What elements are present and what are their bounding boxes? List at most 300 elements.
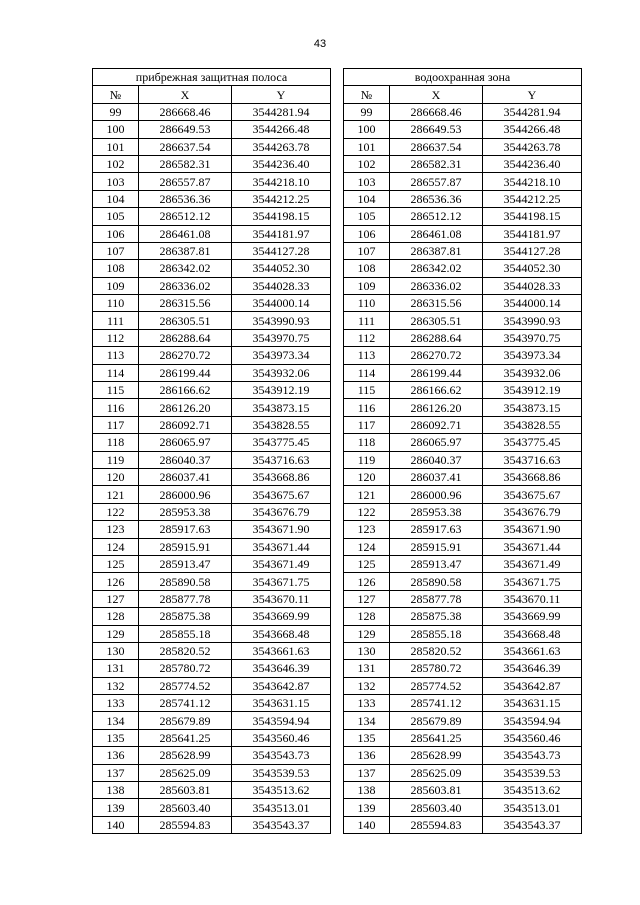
y-coordinate-cell: 3543642.87 (483, 677, 582, 694)
x-coordinate-cell: 286536.36 (139, 190, 232, 207)
x-coordinate-cell: 286040.37 (390, 451, 483, 468)
y-coordinate-cell: 3544181.97 (483, 225, 582, 242)
x-coordinate-cell: 286315.56 (390, 295, 483, 312)
y-coordinate-cell: 3543631.15 (232, 695, 331, 712)
x-coordinate-cell: 286536.36 (390, 190, 483, 207)
table-row (93, 782, 331, 799)
point-number-cell: 120 (344, 468, 390, 485)
y-coordinate-cell: 3543912.19 (232, 382, 331, 399)
column-header-number: № (344, 86, 390, 103)
x-coordinate-cell: 285875.38 (139, 608, 232, 625)
y-coordinate-cell: 3544000.14 (232, 295, 331, 312)
table-row (93, 434, 331, 451)
point-number-cell: 129 (93, 625, 139, 642)
x-coordinate-cell: 286387.81 (139, 242, 232, 259)
point-number-cell: 135 (93, 729, 139, 746)
point-number-cell: 105 (93, 208, 139, 225)
x-coordinate-cell: 286649.53 (139, 121, 232, 138)
point-number-cell: 132 (93, 677, 139, 694)
x-coordinate-cell: 286270.72 (139, 347, 232, 364)
table-row (93, 521, 331, 538)
table-row (93, 138, 331, 155)
y-coordinate-cell: 3543668.48 (232, 625, 331, 642)
x-coordinate-cell: 286040.37 (139, 451, 232, 468)
y-coordinate-cell: 3543513.62 (483, 782, 582, 799)
table-row (344, 468, 582, 485)
y-coordinate-cell: 3544028.33 (232, 277, 331, 294)
x-coordinate-cell: 285603.81 (139, 782, 232, 799)
point-number-cell: 119 (93, 451, 139, 468)
x-coordinate-cell: 286668.46 (139, 103, 232, 120)
x-coordinate-cell: 286092.71 (139, 416, 232, 433)
table-row (344, 225, 582, 242)
table-row (344, 121, 582, 138)
table-body (93, 103, 331, 833)
y-coordinate-cell: 3544127.28 (483, 242, 582, 259)
table-row (344, 329, 582, 346)
x-coordinate-cell: 286037.41 (139, 468, 232, 485)
point-number-cell: 128 (93, 608, 139, 625)
y-coordinate-cell: 3544218.10 (483, 173, 582, 190)
y-coordinate-cell: 3544212.25 (483, 190, 582, 207)
point-number-cell: 121 (93, 486, 139, 503)
point-number-cell: 109 (93, 277, 139, 294)
y-coordinate-cell: 3543513.01 (232, 799, 331, 816)
table-row (93, 625, 331, 642)
table-row (93, 155, 331, 172)
point-number-cell: 114 (344, 364, 390, 381)
point-number-cell: 113 (93, 347, 139, 364)
table-row (93, 190, 331, 207)
x-coordinate-cell: 286342.02 (139, 260, 232, 277)
y-coordinate-cell: 3543671.90 (483, 521, 582, 538)
x-coordinate-cell: 285855.18 (139, 625, 232, 642)
x-coordinate-cell: 285641.25 (390, 729, 483, 746)
y-coordinate-cell: 3543912.19 (483, 382, 582, 399)
table-row (344, 486, 582, 503)
x-coordinate-cell: 286342.02 (390, 260, 483, 277)
y-coordinate-cell: 3544028.33 (483, 277, 582, 294)
table-row (93, 260, 331, 277)
x-coordinate-cell: 286336.02 (390, 277, 483, 294)
x-coordinate-cell: 286166.62 (390, 382, 483, 399)
point-number-cell: 122 (344, 503, 390, 520)
y-coordinate-cell: 3544212.25 (232, 190, 331, 207)
point-number-cell: 124 (93, 538, 139, 555)
table-row (93, 747, 331, 764)
x-coordinate-cell: 285628.99 (139, 747, 232, 764)
y-coordinate-cell: 3544127.28 (232, 242, 331, 259)
point-number-cell: 117 (93, 416, 139, 433)
y-coordinate-cell: 3543646.39 (483, 660, 582, 677)
x-coordinate-cell: 286649.53 (390, 121, 483, 138)
y-coordinate-cell: 3543543.73 (483, 747, 582, 764)
y-coordinate-cell: 3543594.94 (483, 712, 582, 729)
point-number-cell: 108 (344, 260, 390, 277)
point-number-cell: 112 (93, 329, 139, 346)
point-number-cell: 128 (344, 608, 390, 625)
page-number: 43 (313, 38, 327, 50)
y-coordinate-cell: 3543670.11 (483, 590, 582, 607)
table-row (93, 295, 331, 312)
point-number-cell: 126 (93, 573, 139, 590)
x-coordinate-cell: 285741.12 (390, 695, 483, 712)
y-coordinate-cell: 3544263.78 (483, 138, 582, 155)
x-coordinate-cell: 285875.38 (390, 608, 483, 625)
column-header-x: X (390, 86, 483, 103)
x-coordinate-cell: 286461.08 (390, 225, 483, 242)
point-number-cell: 101 (93, 138, 139, 155)
point-number-cell: 130 (93, 642, 139, 659)
table-row (344, 434, 582, 451)
x-coordinate-cell: 286288.64 (139, 329, 232, 346)
table-title: прибрежная защитная полоса (93, 69, 331, 86)
point-number-cell: 99 (93, 103, 139, 120)
column-header-y: Y (232, 86, 331, 103)
table-row (344, 260, 582, 277)
column-header-number: № (93, 86, 139, 103)
point-number-cell: 134 (344, 712, 390, 729)
point-number-cell: 126 (344, 573, 390, 590)
x-coordinate-cell: 285594.83 (139, 816, 232, 833)
y-coordinate-cell: 3544181.97 (232, 225, 331, 242)
point-number-cell: 105 (344, 208, 390, 225)
y-coordinate-cell: 3543671.90 (232, 521, 331, 538)
x-coordinate-cell: 286065.97 (139, 434, 232, 451)
point-number-cell: 111 (93, 312, 139, 329)
y-coordinate-cell: 3543543.37 (483, 816, 582, 833)
y-coordinate-cell: 3543970.75 (483, 329, 582, 346)
table-row (344, 155, 582, 172)
x-coordinate-cell: 286637.54 (139, 138, 232, 155)
column-header-x: X (139, 86, 232, 103)
point-number-cell: 131 (93, 660, 139, 677)
table-row (93, 347, 331, 364)
x-coordinate-cell: 285915.91 (390, 538, 483, 555)
table-row (344, 416, 582, 433)
table-row (344, 277, 582, 294)
table-row (93, 660, 331, 677)
table-row (93, 677, 331, 694)
y-coordinate-cell: 3543671.44 (483, 538, 582, 555)
table-row (93, 312, 331, 329)
y-coordinate-cell: 3544236.40 (232, 155, 331, 172)
y-coordinate-cell: 3543594.94 (232, 712, 331, 729)
x-coordinate-cell: 285774.52 (139, 677, 232, 694)
point-number-cell: 136 (93, 747, 139, 764)
table-row (344, 190, 582, 207)
y-coordinate-cell: 3543560.46 (483, 729, 582, 746)
table-row (93, 329, 331, 346)
x-coordinate-cell: 285780.72 (390, 660, 483, 677)
point-number-cell: 106 (93, 225, 139, 242)
x-coordinate-cell: 285603.40 (390, 799, 483, 816)
point-number-cell: 107 (93, 242, 139, 259)
x-coordinate-cell: 285917.63 (390, 521, 483, 538)
y-coordinate-cell: 3543560.46 (232, 729, 331, 746)
table-row (344, 799, 582, 816)
y-coordinate-cell: 3543671.44 (232, 538, 331, 555)
x-coordinate-cell: 286199.44 (390, 364, 483, 381)
x-coordinate-cell: 285855.18 (390, 625, 483, 642)
point-number-cell: 137 (344, 764, 390, 781)
point-number-cell: 99 (344, 103, 390, 120)
table-row (93, 816, 331, 833)
point-number-cell: 104 (344, 190, 390, 207)
table-row (344, 451, 582, 468)
x-coordinate-cell: 286582.31 (390, 155, 483, 172)
x-coordinate-cell: 285820.52 (390, 642, 483, 659)
x-coordinate-cell: 286270.72 (390, 347, 483, 364)
table-row (344, 138, 582, 155)
point-number-cell: 101 (344, 138, 390, 155)
x-coordinate-cell: 285917.63 (139, 521, 232, 538)
point-number-cell: 129 (344, 625, 390, 642)
x-coordinate-cell: 285877.78 (139, 590, 232, 607)
point-number-cell: 135 (344, 729, 390, 746)
table-row (93, 486, 331, 503)
x-coordinate-cell: 286336.02 (139, 277, 232, 294)
y-coordinate-cell: 3543539.53 (483, 764, 582, 781)
table-row (344, 521, 582, 538)
x-coordinate-cell: 285780.72 (139, 660, 232, 677)
y-coordinate-cell: 3543543.73 (232, 747, 331, 764)
x-coordinate-cell: 285741.12 (139, 695, 232, 712)
x-coordinate-cell: 285625.09 (390, 764, 483, 781)
table-row (344, 782, 582, 799)
table-row (93, 399, 331, 416)
point-number-cell: 140 (344, 816, 390, 833)
y-coordinate-cell: 3544281.94 (232, 103, 331, 120)
x-coordinate-cell: 285774.52 (390, 677, 483, 694)
point-number-cell: 115 (344, 382, 390, 399)
table-row (93, 121, 331, 138)
table-row (344, 695, 582, 712)
table-title: водоохранная зона (344, 69, 582, 86)
coastal-protective-strip-table (92, 68, 331, 834)
table-row (93, 573, 331, 590)
point-number-cell: 134 (93, 712, 139, 729)
x-coordinate-cell: 286461.08 (139, 225, 232, 242)
y-coordinate-cell: 3543716.63 (232, 451, 331, 468)
y-coordinate-cell: 3543676.79 (483, 503, 582, 520)
x-coordinate-cell: 286199.44 (139, 364, 232, 381)
point-number-cell: 124 (344, 538, 390, 555)
table-row (93, 173, 331, 190)
x-coordinate-cell: 285603.40 (139, 799, 232, 816)
table-row (344, 312, 582, 329)
point-number-cell: 117 (344, 416, 390, 433)
y-coordinate-cell: 3543828.55 (483, 416, 582, 433)
point-number-cell: 116 (93, 399, 139, 416)
table-row (344, 764, 582, 781)
table-row (344, 608, 582, 625)
x-coordinate-cell: 286065.97 (390, 434, 483, 451)
point-number-cell: 138 (344, 782, 390, 799)
x-coordinate-cell: 286305.51 (139, 312, 232, 329)
point-number-cell: 102 (93, 155, 139, 172)
table-row (93, 729, 331, 746)
x-coordinate-cell: 286305.51 (390, 312, 483, 329)
table-row (93, 382, 331, 399)
point-number-cell: 114 (93, 364, 139, 381)
table-row (344, 364, 582, 381)
point-number-cell: 118 (93, 434, 139, 451)
x-coordinate-cell: 286557.87 (390, 173, 483, 190)
table-row (93, 451, 331, 468)
x-coordinate-cell: 285890.58 (139, 573, 232, 590)
x-coordinate-cell: 286166.62 (139, 382, 232, 399)
table-row (93, 503, 331, 520)
y-coordinate-cell: 3543873.15 (232, 399, 331, 416)
point-number-cell: 100 (344, 121, 390, 138)
table-row (344, 816, 582, 833)
table-row (344, 103, 582, 120)
x-coordinate-cell: 286126.20 (390, 399, 483, 416)
y-coordinate-cell: 3543675.67 (483, 486, 582, 503)
y-coordinate-cell: 3543775.45 (232, 434, 331, 451)
table-row (344, 625, 582, 642)
point-number-cell: 139 (93, 799, 139, 816)
point-number-cell: 133 (93, 695, 139, 712)
table-row (344, 399, 582, 416)
point-number-cell: 136 (344, 747, 390, 764)
y-coordinate-cell: 3543973.34 (483, 347, 582, 364)
point-number-cell: 120 (93, 468, 139, 485)
y-coordinate-cell: 3544266.48 (232, 121, 331, 138)
y-coordinate-cell: 3543539.53 (232, 764, 331, 781)
point-number-cell: 122 (93, 503, 139, 520)
x-coordinate-cell: 286037.41 (390, 468, 483, 485)
table-row (93, 225, 331, 242)
x-coordinate-cell: 285890.58 (390, 573, 483, 590)
point-number-cell: 121 (344, 486, 390, 503)
y-coordinate-cell: 3544052.30 (232, 260, 331, 277)
point-number-cell: 118 (344, 434, 390, 451)
point-number-cell: 109 (344, 277, 390, 294)
y-coordinate-cell: 3543671.49 (232, 555, 331, 572)
table-row (344, 295, 582, 312)
point-number-cell: 127 (344, 590, 390, 607)
x-coordinate-cell: 286637.54 (390, 138, 483, 155)
point-number-cell: 119 (344, 451, 390, 468)
x-coordinate-cell: 286126.20 (139, 399, 232, 416)
y-coordinate-cell: 3543646.39 (232, 660, 331, 677)
x-coordinate-cell: 286000.96 (139, 486, 232, 503)
point-number-cell: 138 (93, 782, 139, 799)
water-protection-zone-table (343, 68, 582, 834)
x-coordinate-cell: 285679.89 (139, 712, 232, 729)
y-coordinate-cell: 3543775.45 (483, 434, 582, 451)
y-coordinate-cell: 3544281.94 (483, 103, 582, 120)
table-row (93, 695, 331, 712)
x-coordinate-cell: 285913.47 (390, 555, 483, 572)
y-coordinate-cell: 3543932.06 (232, 364, 331, 381)
y-coordinate-cell: 3544266.48 (483, 121, 582, 138)
table-row (344, 538, 582, 555)
y-coordinate-cell: 3544052.30 (483, 260, 582, 277)
y-coordinate-cell: 3543675.67 (232, 486, 331, 503)
table-row (93, 799, 331, 816)
point-number-cell: 106 (344, 225, 390, 242)
point-number-cell: 125 (344, 555, 390, 572)
point-number-cell: 100 (93, 121, 139, 138)
table-row (93, 642, 331, 659)
y-coordinate-cell: 3543973.34 (232, 347, 331, 364)
y-coordinate-cell: 3543932.06 (483, 364, 582, 381)
y-coordinate-cell: 3543661.63 (483, 642, 582, 659)
x-coordinate-cell: 285679.89 (390, 712, 483, 729)
y-coordinate-cell: 3543669.99 (483, 608, 582, 625)
x-coordinate-cell: 286387.81 (390, 242, 483, 259)
table-row (93, 764, 331, 781)
table-row (344, 747, 582, 764)
x-coordinate-cell: 286512.12 (139, 208, 232, 225)
y-coordinate-cell: 3543716.63 (483, 451, 582, 468)
y-coordinate-cell: 3543670.11 (232, 590, 331, 607)
point-number-cell: 131 (344, 660, 390, 677)
y-coordinate-cell: 3543828.55 (232, 416, 331, 433)
x-coordinate-cell: 285953.38 (139, 503, 232, 520)
x-coordinate-cell: 286582.31 (139, 155, 232, 172)
x-coordinate-cell: 285594.83 (390, 816, 483, 833)
table-row (344, 382, 582, 399)
point-number-cell: 133 (344, 695, 390, 712)
y-coordinate-cell: 3543631.15 (483, 695, 582, 712)
table-row (93, 555, 331, 572)
y-coordinate-cell: 3543668.86 (483, 468, 582, 485)
point-number-cell: 132 (344, 677, 390, 694)
y-coordinate-cell: 3544198.15 (483, 208, 582, 225)
y-coordinate-cell: 3543661.63 (232, 642, 331, 659)
table-row (93, 103, 331, 120)
y-coordinate-cell: 3543543.37 (232, 816, 331, 833)
x-coordinate-cell: 285603.81 (390, 782, 483, 799)
y-coordinate-cell: 3544236.40 (483, 155, 582, 172)
point-number-cell: 115 (93, 382, 139, 399)
point-number-cell: 102 (344, 155, 390, 172)
table-row (93, 242, 331, 259)
y-coordinate-cell: 3543990.93 (483, 312, 582, 329)
x-coordinate-cell: 286512.12 (390, 208, 483, 225)
x-coordinate-cell: 286668.46 (390, 103, 483, 120)
table-row (344, 173, 582, 190)
table-row (93, 590, 331, 607)
y-coordinate-cell: 3543513.62 (232, 782, 331, 799)
y-coordinate-cell: 3543642.87 (232, 677, 331, 694)
table-row (344, 208, 582, 225)
table-row (344, 729, 582, 746)
x-coordinate-cell: 285625.09 (139, 764, 232, 781)
point-number-cell: 111 (344, 312, 390, 329)
y-coordinate-cell: 3543513.01 (483, 799, 582, 816)
point-number-cell: 107 (344, 242, 390, 259)
y-coordinate-cell: 3544218.10 (232, 173, 331, 190)
point-number-cell: 123 (93, 521, 139, 538)
table-row (93, 277, 331, 294)
y-coordinate-cell: 3544198.15 (232, 208, 331, 225)
point-number-cell: 127 (93, 590, 139, 607)
point-number-cell: 125 (93, 555, 139, 572)
point-number-cell: 108 (93, 260, 139, 277)
table-row (344, 590, 582, 607)
y-coordinate-cell: 3543668.86 (232, 468, 331, 485)
table-row (344, 503, 582, 520)
y-coordinate-cell: 3544263.78 (232, 138, 331, 155)
x-coordinate-cell: 286557.87 (139, 173, 232, 190)
table-row (344, 573, 582, 590)
x-coordinate-cell: 286288.64 (390, 329, 483, 346)
